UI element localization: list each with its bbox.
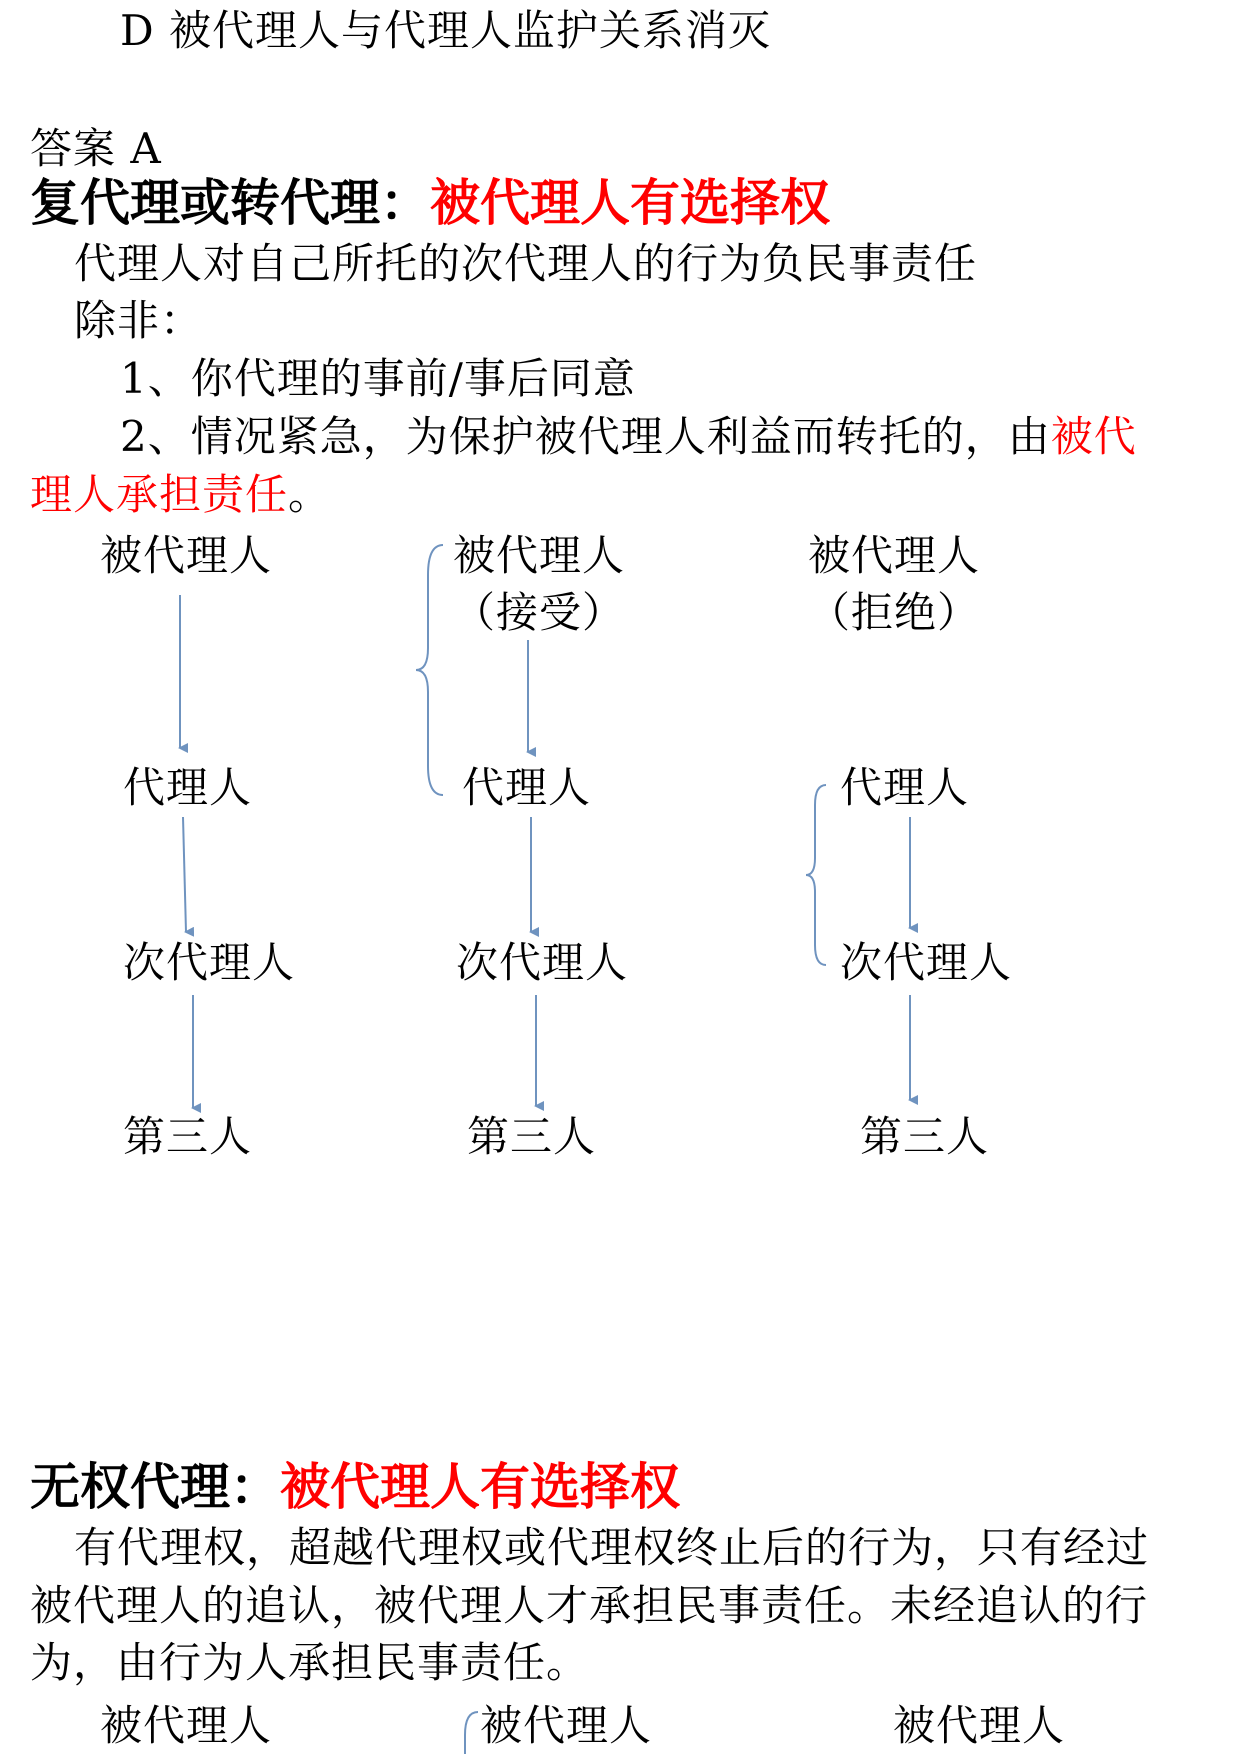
- section1-line2: 除非：: [74, 296, 204, 345]
- d1-col1-agent: 代理人: [123, 763, 253, 812]
- d2-col1-principal: 被代理人: [100, 1701, 273, 1750]
- section2-heading: [30, 1458, 680, 1516]
- section1-heading-label: 复代理或转代理：: [30, 174, 430, 232]
- arrow-d1-col1-b: [183, 817, 186, 932]
- answer: 答案 A: [30, 124, 162, 173]
- d1-col1-principal: 被代理人: [100, 531, 273, 580]
- section2-para-line2: 被代理人的追认，被代理人才承担民事责任。未经追认的行: [30, 1581, 1149, 1630]
- option-d: D 被代理人与代理人监护关系消灭: [120, 6, 772, 55]
- d1-col2-principal: 被代理人: [453, 531, 626, 580]
- section2-para-line3: 为，由行为人承担民事责任。: [30, 1638, 590, 1687]
- d1-col2-agent: 代理人: [462, 763, 592, 812]
- d1-col3-note: （拒绝）: [808, 588, 981, 637]
- d1-col3-principal: 被代理人: [808, 531, 981, 580]
- brace-d1-col3: [806, 785, 826, 965]
- d2-col2-principal: 被代理人: [480, 1701, 653, 1750]
- section2-heading-label: 无权代理：: [30, 1458, 280, 1516]
- brace-d1-col2: [416, 545, 443, 795]
- section1-item2-red-b: 理人承担责任: [30, 470, 289, 519]
- d2-col3-principal: 被代理人: [893, 1701, 1066, 1750]
- d1-col3-agent: 代理人: [840, 763, 970, 812]
- brace-d2-col2: [465, 1712, 478, 1754]
- section1-item2-text: 2、情况紧急，为保护被代理人利益而转托的，由: [120, 412, 1051, 461]
- d1-col2-sub-agent: 次代理人: [456, 938, 629, 987]
- section2-para-line1: 有代理权，超越代理权或代理权终止后的行为，只有经过: [74, 1523, 1150, 1572]
- section1-item2-end: 。: [288, 470, 332, 519]
- section1-heading-emphasis: 被代理人有选择权: [430, 174, 830, 232]
- section1-item2-red-a: 被代: [1050, 412, 1137, 461]
- section2-heading-emphasis: 被代理人有选择权: [280, 1458, 680, 1516]
- d1-col3-third: 第三人: [860, 1112, 990, 1161]
- d1-col3-sub-agent: 次代理人: [840, 938, 1013, 987]
- d1-col1-third: 第三人: [123, 1112, 253, 1161]
- section1-item1: 1、你代理的事前/事后同意: [120, 354, 636, 403]
- d1-col2-note: （接受）: [453, 588, 626, 637]
- section1-line1: 代理人对自己所托的次代理人的行为负民事责任: [74, 239, 978, 288]
- d1-col2-third: 第三人: [467, 1112, 597, 1161]
- d1-col1-sub-agent: 次代理人: [123, 938, 296, 987]
